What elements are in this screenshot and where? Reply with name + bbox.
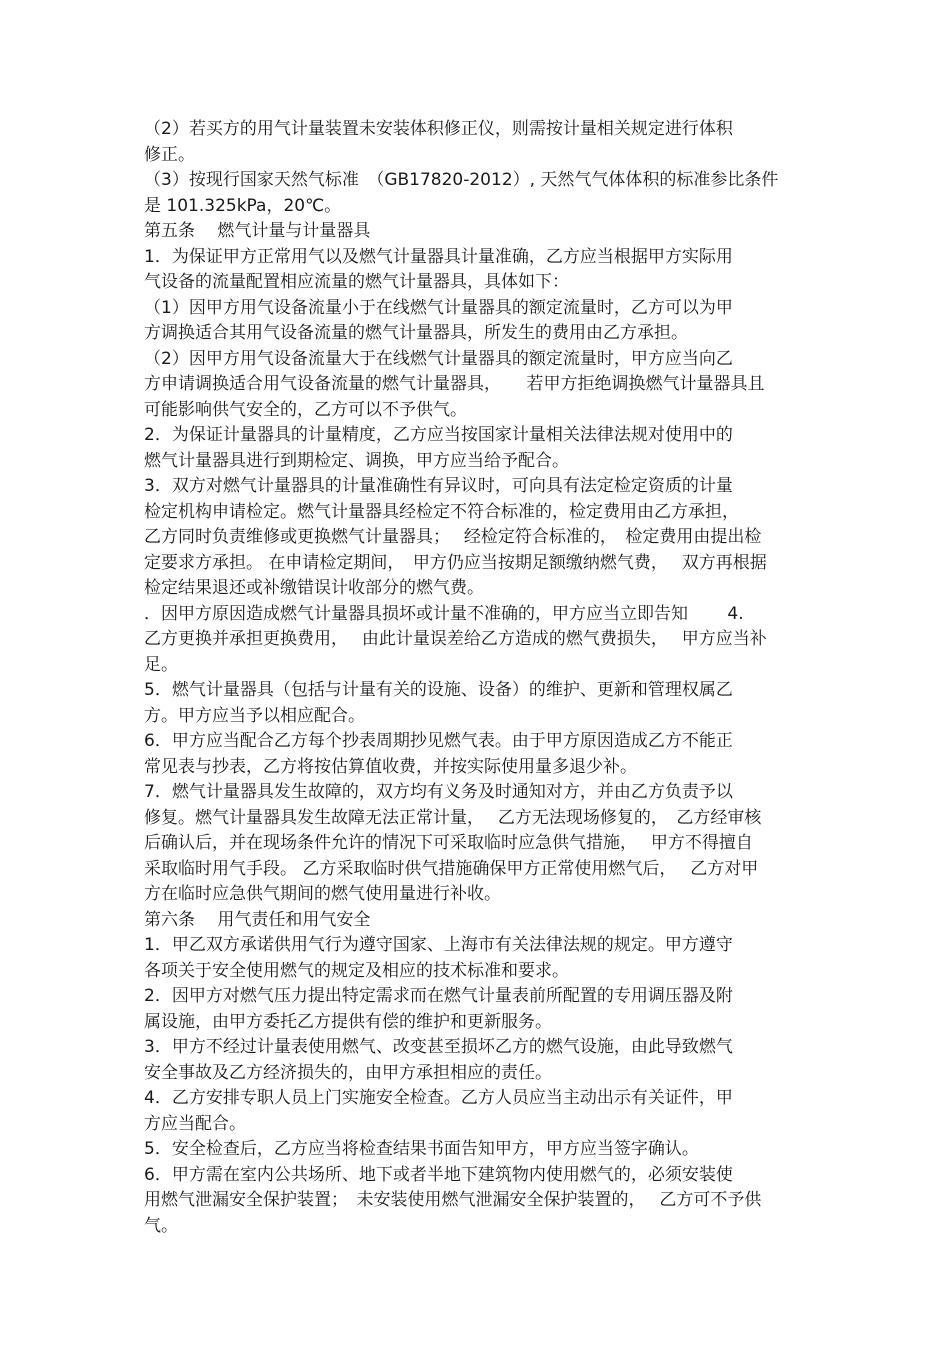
text-line: 3．甲方不经过计量表使用燃气、改变甚至损坏乙方的燃气设施，由此导致燃气: [144, 1037, 733, 1057]
section-heading: 第五条 燃气计量与计量器具: [144, 221, 371, 241]
text-line: 2．为保证计量器具的计量精度，乙方应当按国家计量相关法律法规对使用中的: [144, 425, 733, 445]
text-line: （1）因甲方用气设备流量小于在线燃气计量器具的额定流量时，乙方可以为甲: [144, 297, 733, 318]
text-line: 6．甲方应当配合乙方每个抄表周期抄见燃气表。由于甲方原因造成乙方不能正: [144, 731, 733, 751]
text-line: 燃气计量器具进行到期检定、调换，甲方应当给予配合。: [144, 450, 569, 471]
text-line: 定要求方承担。 在申请检定期间， 甲方仍应当按期足额缴纳燃气费， 双方再根据: [144, 552, 767, 573]
text-line: 方应当配合。: [144, 1113, 246, 1134]
text-line: （3）按现行国家天然气标准 （GB17820-2012）, 天然气气体体积的标准参比条件: [144, 170, 779, 190]
text-line: 采取临时用气手段。 乙方采取临时供气措施确保甲方正常使用燃气后， 乙方对甲: [144, 858, 759, 879]
text-line: 修复。燃气计量器具发生故障无法正常计量， 乙方无法现场修复的， 乙方经审核: [144, 807, 762, 828]
text-line: 6．甲方需在室内公共场所、地下或者半地下建筑物内使用燃气的，必须安装使: [144, 1164, 733, 1185]
text-line: 方在临时应急供气期间的燃气使用量进行补收。: [144, 884, 501, 904]
text-line: （2）因甲方用气设备流量大于在线燃气计量器具的额定流量时，甲方应当向乙: [144, 348, 733, 369]
text-line: 安全事故及乙方经济损失的，由甲方承担相应的责任。: [144, 1062, 552, 1083]
text-line: 后确认后，并在现场条件允许的情况下可采取临时应急供气措施， 甲方不得擅自: [144, 833, 753, 853]
text-line: 乙方同时负责维修或更换燃气计量器具； 经检定符合标准的， 检定费用由提出检: [144, 527, 762, 547]
text-line: 修正。: [144, 144, 195, 165]
text-line: 1．甲乙双方承诺供用气行为遵守国家、上海市有关法律法规的规定。甲方遵守: [144, 935, 733, 955]
text-line: 3．双方对燃气计量器具的计量准确性有异议时，可向具有法定检定资质的计量: [144, 476, 733, 496]
text-line: 是 101.325kPa，20℃。: [144, 195, 342, 216]
text-line: 4．乙方安排专职人员上门实施安全检查。乙方人员应当主动出示有关证件，甲: [144, 1088, 733, 1108]
text-line: 足。: [144, 654, 178, 675]
section-heading: 第六条 用气责任和用气安全: [144, 909, 371, 930]
text-line: 检定机构申请检定。燃气计量器具经检定不符合标准的，检定费用由乙方承担，: [144, 501, 739, 522]
text-line: 方。甲方应当予以相应配合。: [144, 705, 365, 726]
text-line: 乙方更换并承担更换费用， 由此计量误差给乙方造成的燃气费损失， 甲方应当补: [144, 629, 767, 649]
text-line: 用燃气泄漏安全保护装置； 未安装使用燃气泄漏安全保护装置的， 乙方可不予供: [144, 1190, 762, 1210]
text-line: 5．燃气计量器具（包括与计量有关的设施、设备）的维护、更新和管理权属乙: [144, 680, 733, 700]
text-line: 5．安全检查后，乙方应当将检查结果书面告知甲方，甲方应当签字确认。: [144, 1139, 699, 1159]
contract-text: [144, 117, 814, 1239]
text-line: 气。: [144, 1215, 178, 1236]
text-line: 7．燃气计量器具发生故障的，双方均有义务及时通知对方，并由乙方负责予以: [144, 782, 733, 802]
text-line: 各项关于安全使用燃气的规定及相应的技术标准和要求。: [144, 960, 569, 981]
text-line: 方申请调换适合用气设备流量的燃气计量器具， 若甲方拒绝调换燃气计量器具且: [144, 374, 765, 394]
text-line: 检定结果退还或补缴错误计收部分的燃气费。: [144, 578, 484, 598]
text-line: 方调换适合其用气设备流量的燃气计量器具，所发生的费用由乙方承担。: [144, 323, 688, 343]
text-line: ．因甲方原因造成燃气计量器具损坏或计量不准确的，甲方应当立即告知 4.: [144, 603, 744, 624]
text-line: 属设施，由甲方委托乙方提供有偿的维护和更新服务。: [144, 1011, 552, 1032]
text-line: 2．因甲方对燃气压力提出特定需求而在燃气计量表前所配置的专用调压器及附: [144, 986, 733, 1006]
text-line: （2）若买方的用气计量装置未安装体积修正仪，则需按计量相关规定进行体积: [144, 119, 733, 139]
text-line: 1．为保证甲方正常用气以及燃气计量器具计量准确，乙方应当根据甲方实际用: [144, 246, 733, 267]
text-line: 可能影响供气安全的，乙方可以不予供气。: [144, 399, 467, 420]
text-line: 常见表与抄表，乙方将按估算值收费，并按实际使用量多退少补。: [144, 756, 637, 777]
text-line: 气设备的流量配置相应流量的燃气计量器具，具体如下：: [144, 272, 569, 292]
